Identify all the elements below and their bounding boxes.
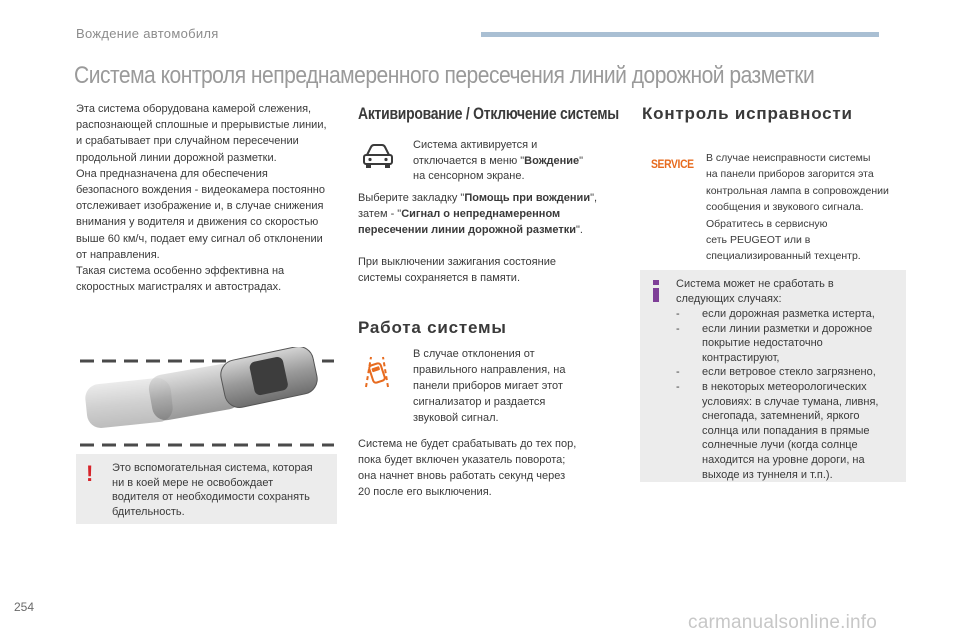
page-number: 254 — [14, 600, 35, 614]
list-bullet: - — [676, 322, 680, 335]
service-warning-icon: SERVICE — [651, 157, 694, 171]
lane-departure-icon — [362, 355, 392, 389]
list-item — [676, 380, 904, 482]
activation-text-part: Система активируется и отключается в меню " — [413, 139, 538, 167]
list-item — [676, 307, 904, 322]
warning-text: Это вспомогательная система, которая ни в коей мере не освобождает водителя от необходимости сохранять бдительность. — [112, 462, 313, 518]
list-item-text: если ветровое стекло загрязнено, — [702, 366, 876, 379]
watermark-text[interactable]: carmanualsonline.info — [688, 612, 878, 633]
list-item-text: если линии разметки и дорожное покрытие недостаточно контрастируют, — [702, 322, 873, 364]
list-bullet: - — [676, 366, 680, 379]
list-bullet: - — [676, 380, 680, 393]
page-title: Система контроля непреднамеренного пересечения линий дорожной разметки — [74, 62, 815, 89]
menu-name-driving: Вождение — [524, 154, 580, 167]
operation-text-indicator: Система не будет срабатывать до тех пор, пока будет включен указатель поворота; она начнет вновь работать секунд через 20 после его выключения. — [358, 438, 577, 498]
activation-text-part: ". — [576, 224, 583, 236]
option-name-lane-alert: Сигнал о непреднамеренном пересечении линии дорожной разметки — [358, 208, 577, 236]
header-accent-bar — [481, 32, 879, 37]
intro-paragraph: Эта система оборудована камерой слежения, распознающей сплошные и прерывистые линии, и срабатывает при случайном пересечении продольной линии дорожной разметки. — [76, 103, 327, 164]
control-heading: Контроль исправности — [642, 104, 853, 123]
activation-text-menu — [413, 138, 623, 185]
info-icon — [652, 280, 660, 302]
info-list — [676, 307, 904, 482]
list-item-text: в некоторых метеорологических условиях: в случае тумана, ливня, снегопада, затемнений, яркого солнца или попадания в прямые солнечные лучи (когда солнце находится на уровне дороги, на выходе из туннеля и т.п.). — [702, 380, 879, 481]
lane-departure-illustration — [76, 347, 338, 452]
intro-text — [76, 101, 338, 295]
activation-text-tab — [358, 190, 628, 238]
info-intro: Система может не сработать в следующих случаях: — [676, 278, 834, 305]
exclamation-icon: ! — [86, 461, 94, 486]
operation-heading: Работа системы — [358, 318, 507, 337]
list-bullet: - — [676, 308, 680, 320]
tab-name-driving-assist: Помощь при вождении — [464, 192, 591, 204]
intro-paragraph: Она предназначена для обеспечения безопасного вождения - видеокамера постоянно отслеживает изображение и, в случае снижения внимания у водителя и движения со скоростью выше 60 км/ч, подает ему сигнал об отклонении от направления. — [76, 167, 325, 261]
intro-paragraph: Такая система особенно эффективна на скоростных магистралях и автострадах. — [76, 265, 285, 294]
list-item — [676, 365, 904, 380]
operation-text-signal: В случае отклонения от правильного направления, на панели приборов мигает этот сигнализатор и раздается звуковой сигнал. — [413, 348, 566, 424]
info-box — [640, 270, 906, 482]
activation-text-part: Выберите закладку " — [358, 192, 465, 204]
control-text: В случае неисправности системы на панели приборов загорится эта контрольная лампа в сопровождении сообщения и звукового сигнала. Обратитесь в сервисную сеть PEUGEOT или в специализированный техцентр. — [706, 152, 889, 263]
list-item-text: если дорожная разметка истерта, — [702, 308, 875, 320]
warning-box — [76, 454, 337, 524]
car-icon — [360, 141, 396, 171]
activation-heading: Активирование / Отключение системы — [358, 104, 619, 123]
activation-text-part: ", затем - " — [358, 192, 598, 220]
activation-text-memory: При выключении зажигания состояние системы сохраняется в памяти. — [358, 256, 556, 284]
list-item — [676, 322, 904, 366]
section-header: Вождение автомобиля — [76, 26, 219, 41]
activation-text-part: " на сенсорном экране. — [413, 154, 584, 183]
